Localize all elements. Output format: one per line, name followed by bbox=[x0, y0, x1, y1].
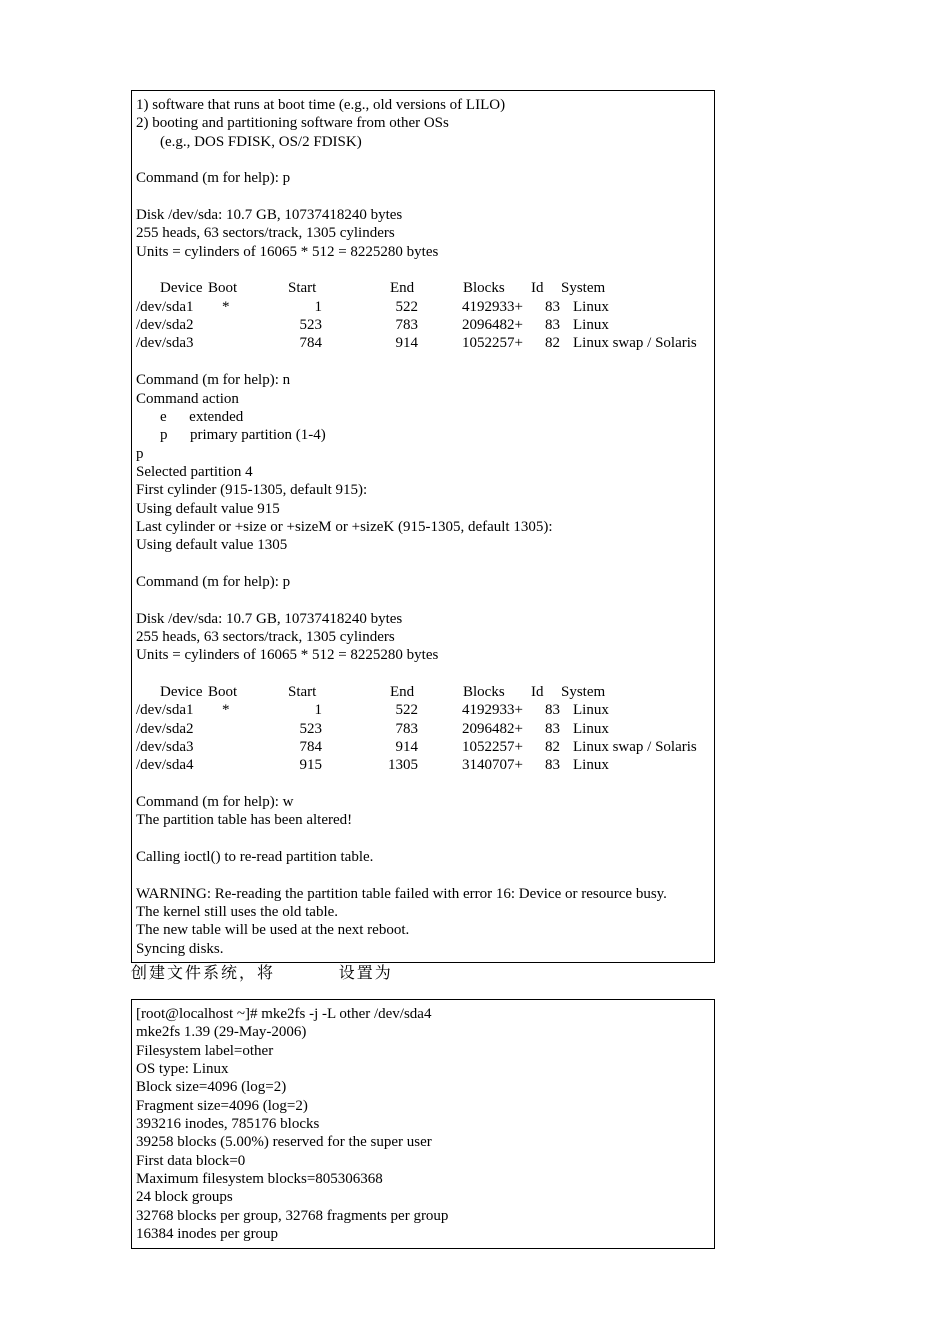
new-partition-line: Selected partition 4 bbox=[136, 463, 253, 480]
status-line: Calling ioctl() to re-read partition table. bbox=[136, 849, 374, 866]
disk-info-line: 255 heads, 63 sectors/track, 1305 cylinders bbox=[136, 225, 395, 242]
warning-line: The new table will be used at the next reboot. bbox=[136, 922, 410, 939]
disk-info-line: Units = cylinders of 16065 * 512 = 8225280 bytes bbox=[136, 243, 439, 260]
mke2fs-line: 24 block groups bbox=[136, 1189, 233, 1206]
command-line: Command (m for help): p bbox=[136, 170, 291, 187]
warning-line: WARNING: Re-reading the partition table failed with error 16: Device or resource busy. bbox=[136, 885, 667, 902]
partition-row: /dev/sda3 784 914 1052257+ 82 Linux swap / Solaris bbox=[136, 335, 697, 352]
command-line: Command (m for help): p bbox=[136, 573, 291, 590]
partition-row: /dev/sda2 523 783 2096482+ 83 Linux bbox=[136, 720, 609, 737]
intro-line: 2) booting and partitioning software from other OSs bbox=[136, 115, 449, 132]
intro-line: 1) software that runs at boot time (e.g., old versions of LILO) bbox=[136, 97, 506, 113]
mke2fs-line: 32768 blocks per group, 32768 fragments per group bbox=[136, 1207, 449, 1224]
mke2fs-line: [root@localhost ~]# mke2fs -j -L other /dev/sda4 bbox=[136, 1006, 432, 1022]
partition-row: /dev/sda1 * 1 522 4192933+ 83 Linux bbox=[136, 298, 609, 315]
new-partition-line: Last cylinder or +size or +sizeM or +sizeK (915-1305, default 1305): bbox=[136, 518, 553, 535]
option-extended: e extended bbox=[160, 408, 244, 425]
mke2fs-line: 393216 inodes, 785176 blocks bbox=[136, 1116, 320, 1133]
answer-line: p bbox=[136, 445, 144, 462]
mke2fs-line: OS type: Linux bbox=[136, 1061, 229, 1078]
partition-row: /dev/sda1 * 1 522 4192933+ 83 Linux bbox=[136, 702, 609, 719]
partition-row: /dev/sda2 523 783 2096482+ 83 Linux bbox=[136, 317, 609, 334]
partition-row: /dev/sda4 915 1305 3140707+ 83 Linux bbox=[136, 757, 609, 774]
mke2fs-line: mke2fs 1.39 (29-May-2006) bbox=[136, 1024, 307, 1041]
command-line: Command (m for help): n bbox=[136, 372, 291, 389]
fdisk-session-box bbox=[131, 90, 715, 963]
mke2fs-line: First data block=0 bbox=[136, 1152, 246, 1169]
mke2fs-line: Block size=4096 (log=2) bbox=[136, 1079, 287, 1096]
mke2fs-line: 16384 inodes per group bbox=[136, 1226, 279, 1243]
mke2fs-output-box bbox=[131, 999, 715, 1249]
disk-info-line: Units = cylinders of 16065 * 512 = 8225280 bytes bbox=[136, 647, 439, 664]
warning-line: The kernel still uses the old table. bbox=[136, 904, 339, 921]
disk-info-line: Disk /dev/sda: 10.7 GB, 10737418240 bytes bbox=[136, 207, 403, 224]
mke2fs-line: Maximum filesystem blocks=805306368 bbox=[136, 1171, 383, 1188]
status-line: The partition table has been altered! bbox=[136, 812, 353, 829]
warning-line: Syncing disks. bbox=[136, 940, 224, 957]
section-caption: 创建文件系统，将 设置为 bbox=[131, 963, 393, 982]
intro-line: (e.g., DOS FDISK, OS/2 FDISK) bbox=[160, 133, 362, 150]
disk-info-line: Disk /dev/sda: 10.7 GB, 10737418240 bytes bbox=[136, 610, 403, 627]
option-primary: p primary partition (1-4) bbox=[160, 427, 326, 444]
new-partition-line: Using default value 1305 bbox=[136, 537, 288, 554]
new-partition-line: Using default value 915 bbox=[136, 500, 280, 517]
new-partition-line: First cylinder (915-1305, default 915): bbox=[136, 482, 368, 499]
mke2fs-line: Fragment size=4096 (log=2) bbox=[136, 1097, 308, 1114]
partition-row: /dev/sda3 784 914 1052257+ 82 Linux swap / Solaris bbox=[136, 739, 697, 756]
command-action-line: Command action bbox=[136, 390, 239, 407]
mke2fs-line: Filesystem label=other bbox=[136, 1042, 274, 1059]
partition-table-header: Device Boot Start End Blocks Id System bbox=[160, 280, 606, 297]
partition-table-header: Device Boot Start End Blocks Id System bbox=[160, 684, 606, 700]
disk-info-line: 255 heads, 63 sectors/track, 1305 cylinders bbox=[136, 628, 395, 645]
command-line: Command (m for help): w bbox=[136, 794, 294, 811]
mke2fs-line: 39258 blocks (5.00%) reserved for the super user bbox=[136, 1134, 432, 1151]
